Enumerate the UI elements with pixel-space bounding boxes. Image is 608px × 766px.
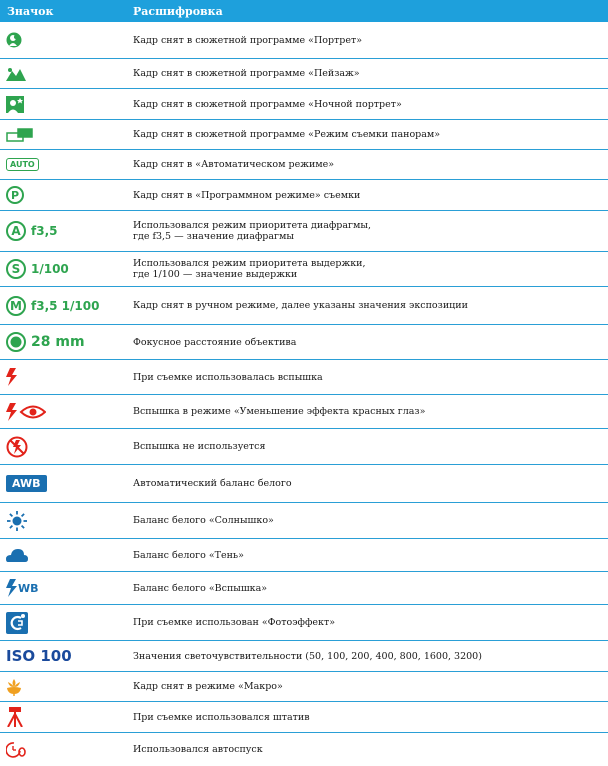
auto-mode-badge: AUTO	[6, 158, 39, 171]
iso-label: ISO 100	[6, 647, 72, 665]
row-description: Кадр снят в ручном режиме, далее указаны значения экспозиции	[133, 300, 468, 311]
program-mode-icon	[6, 180, 24, 210]
table-row	[0, 465, 608, 503]
table-row	[0, 120, 608, 150]
row-description: Кадр снят в сюжетной программе «Портрет»	[133, 34, 363, 46]
table-row	[0, 641, 608, 672]
row-description: Баланс белого «Вспышка»	[133, 582, 268, 594]
row-description: Вспышка в режиме «Уменьшение эффекта красных глаз»	[133, 406, 426, 417]
aperture-value: f3,5	[31, 224, 58, 238]
row-description: Баланс белого «Тень»	[133, 549, 244, 561]
table-header	[0, 0, 608, 22]
red-eye-flash-icon	[6, 395, 46, 428]
row-description-line-2: где 1/100 — значение выдержки	[133, 269, 298, 280]
auto-white-balance-icon	[6, 465, 47, 502]
flash-icon	[6, 360, 18, 394]
row-description: Фокусное расстояние объектива	[133, 336, 297, 348]
row-description-line-1: Использовался режим приоритета выдержки,	[133, 258, 366, 269]
night-portrait-scene-icon	[6, 89, 24, 119]
row-description: Кадр снят в «Программном режиме» съемки	[133, 189, 361, 201]
table-row	[0, 325, 608, 360]
row-description: Кадр снят в «Автоматическом режиме»	[133, 159, 335, 170]
row-description: Вспышка не используется	[133, 441, 266, 452]
exposure-values: f3,5 1/100	[31, 298, 100, 313]
awb-badge: AWB	[6, 475, 47, 492]
table-row	[0, 539, 608, 572]
row-description-line-2: где f3,5 — значение диафрагмы	[133, 231, 294, 242]
shutter-value: 1/100	[31, 262, 69, 276]
sunny-wb-icon	[6, 503, 28, 538]
auto-mode-icon	[6, 150, 39, 179]
table-row	[0, 211, 608, 252]
table-row	[0, 59, 608, 89]
table-row	[0, 605, 608, 641]
table-row	[0, 503, 608, 539]
table-row	[0, 22, 608, 59]
photo-effect-icon	[6, 605, 28, 640]
row-description: Автоматический баланс белого	[133, 478, 292, 489]
row-description: Баланс белого «Солнышко»	[133, 515, 274, 526]
self-timer-icon	[6, 733, 26, 766]
header-description-column: Расшифровка	[133, 5, 223, 18]
table-row	[0, 89, 608, 120]
row-description: Кадр снят в режиме «Макро»	[133, 681, 283, 692]
table-row	[0, 733, 608, 766]
table-row	[0, 180, 608, 211]
shutter-priority-icon	[6, 252, 69, 286]
table-row	[0, 287, 608, 325]
portrait-scene-icon	[6, 22, 22, 58]
iso-icon	[6, 641, 72, 671]
row-description: При съемке использован «Фотоэффект»	[133, 617, 336, 628]
row-description: Использовался автоспуск	[133, 744, 263, 755]
aperture-priority-icon	[6, 211, 57, 251]
panorama-scene-icon	[6, 120, 34, 149]
shutter-priority-letter: S	[6, 259, 26, 279]
macro-mode-icon	[6, 672, 22, 701]
tripod-icon	[6, 702, 24, 732]
table-row	[0, 395, 608, 429]
header-icon-column: Значок	[7, 5, 54, 18]
aperture-priority-letter: A	[6, 221, 26, 241]
manual-mode-letter: M	[6, 296, 26, 316]
landscape-scene-icon	[6, 59, 26, 88]
table-row	[0, 360, 608, 395]
flash-wb-label: WB	[18, 581, 39, 595]
row-description: Значения светочувствительности (50, 100, 200, 400, 800, 1600, 3200)	[133, 650, 482, 662]
table-row	[0, 429, 608, 465]
row-description: Кадр снят в сюжетной программе «Ночной портрет»	[133, 98, 402, 110]
focal-length-value: 28 mm	[31, 334, 85, 350]
row-description: Кадр снят в сюжетной программе «Пейзаж»	[133, 68, 360, 79]
shade-wb-icon	[6, 539, 28, 571]
row-description: При съемке использовался штатив	[133, 711, 310, 723]
row-description: При съемке использовалась вспышка	[133, 371, 323, 383]
focal-length-icon	[6, 325, 85, 359]
table-row	[0, 702, 608, 733]
table-row	[0, 252, 608, 287]
manual-mode-icon	[6, 287, 99, 324]
table-row	[0, 150, 608, 180]
program-mode-letter: P	[6, 186, 24, 204]
row-description-line-1: Использовался режим приоритета диафрагмы,	[133, 220, 371, 231]
row-description: Кадр снят в сюжетной программе «Режим съемки панорам»	[133, 129, 441, 140]
table-row	[0, 672, 608, 702]
flash-off-icon	[6, 429, 28, 464]
table-row	[0, 572, 608, 605]
flash-wb-icon	[6, 572, 39, 604]
